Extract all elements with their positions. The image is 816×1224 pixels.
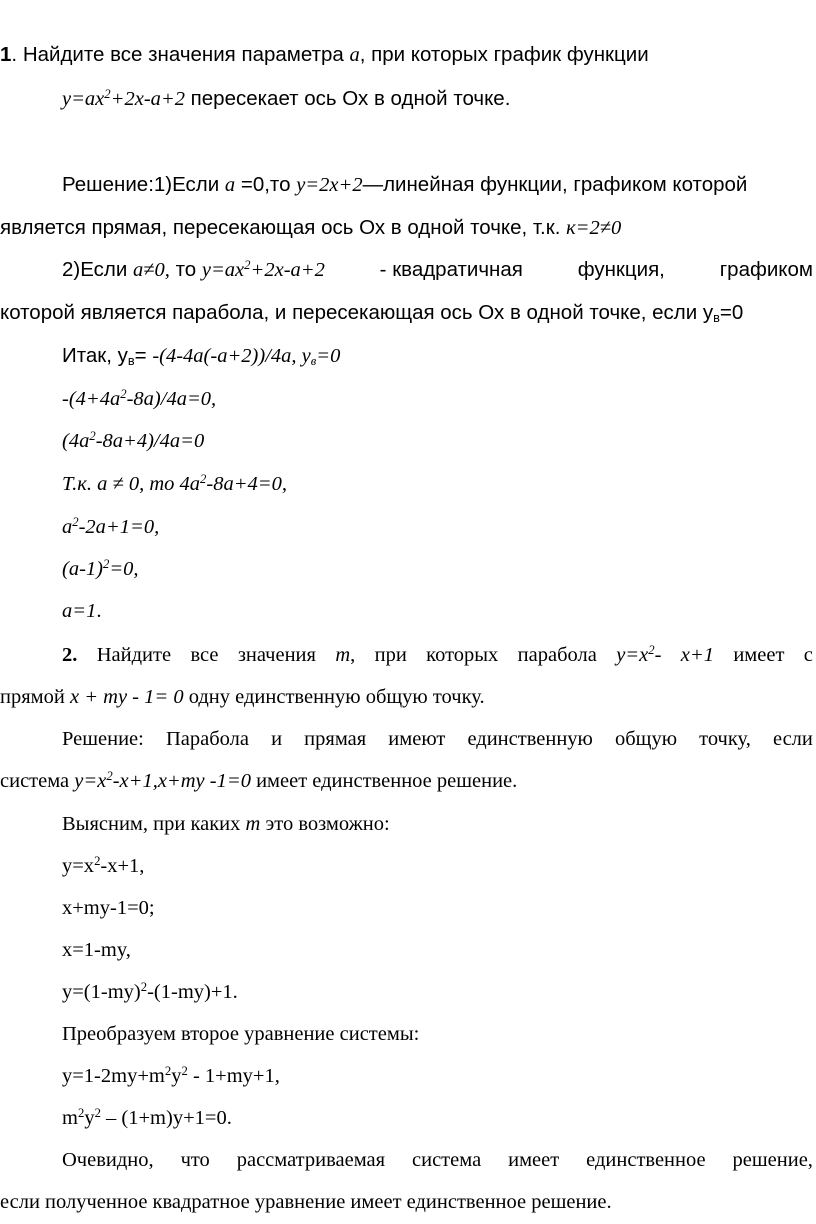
problem2-find-line: Выясним, при каких m это возможно: <box>62 813 390 835</box>
problem2-number: 2. <box>62 644 78 666</box>
problem2-conclusion-line1: Очевидно, что рассматриваемая система имеет единственное решение, <box>62 1149 813 1171</box>
problem2-statement-line1: 2. Найдите все значения m, при которых парабола $y=x^2-$ x+1 имеет с <box>62 643 813 666</box>
problem1-solution-case2: 2)Если a≠0, то $y=ax^2+2x-a+2$ - квадратичная функция, графиком <box>62 258 813 281</box>
problem1-solution-case2-line2: которой является парабола, и пересекающая ось Ох в одной точке, если $у_в=0$ <box>0 301 744 326</box>
problem2-transform-line: Преобразуем второе уравнение системы: <box>62 1023 420 1045</box>
problem1-answer: a=1. <box>62 600 102 622</box>
problem1-solution-case1-line2: является прямая, пересекающая ось Ох в одной точке, т.к. к=2≠0 <box>0 216 622 239</box>
problem1-step5: $(a-1)^2=0$, <box>62 557 139 580</box>
problem1-statement-line1: 1. Найдите все значения параметра a, при которых график функции <box>0 43 649 66</box>
problem1-step2: $(4a^2-8a+4)/4a=0$ <box>62 429 205 452</box>
problem2-eq2: x+my-1=0; <box>62 897 155 919</box>
problem1-itak: Итак, $у_в= -(4-4a(-a+2))/4a$, $у_в=0$ <box>62 344 341 369</box>
problem2-solution-line2: система $y=x^2-x+1,x+my$ -1=0 имеет единственное решение. <box>0 769 518 792</box>
problem2-eq4: $y=(1-my)^2-(1-my)+1$. <box>62 980 238 1003</box>
problem2-statement-line2: прямой x + my - 1= 0 одну единственную общую точку. <box>0 686 485 708</box>
problem2-solution-line1: Решение: Парабола и прямая имеют единственную общую точку, если <box>62 728 813 750</box>
problem2-conclusion-line2: если полученное квадратное уравнение имеет единственное решение. <box>0 1191 612 1213</box>
problem1-statement-line2: $y=ax^2+2x-a+2$ пересекает ось Ох в одной точке. <box>62 87 511 110</box>
problem2-eq3: x=1-my, <box>62 939 131 961</box>
problem1-step1: $-(4+4a^2-8a)/4a=0$, <box>62 387 217 410</box>
problem1-number: 1 <box>0 43 12 66</box>
problem1-step3: Т.к. a ≠ 0, то $4a^2-8a+4=0$, <box>62 472 287 495</box>
problem1-step4: $a^2-2a+1=0$, <box>62 515 160 538</box>
problem2-eq5: $y=1-2my+m^2y^2 - 1+my+1$, <box>62 1064 280 1087</box>
problem2-eq1: $y=x^2-x+1$, <box>62 854 145 877</box>
problem1-solution-case1: Решение:1)Если a =0,то y=2x+2—линейная функции, графиком которой <box>62 173 748 196</box>
problem2-eq6: $m^2y^2 - (1+m)y+1=0$. <box>62 1106 232 1129</box>
